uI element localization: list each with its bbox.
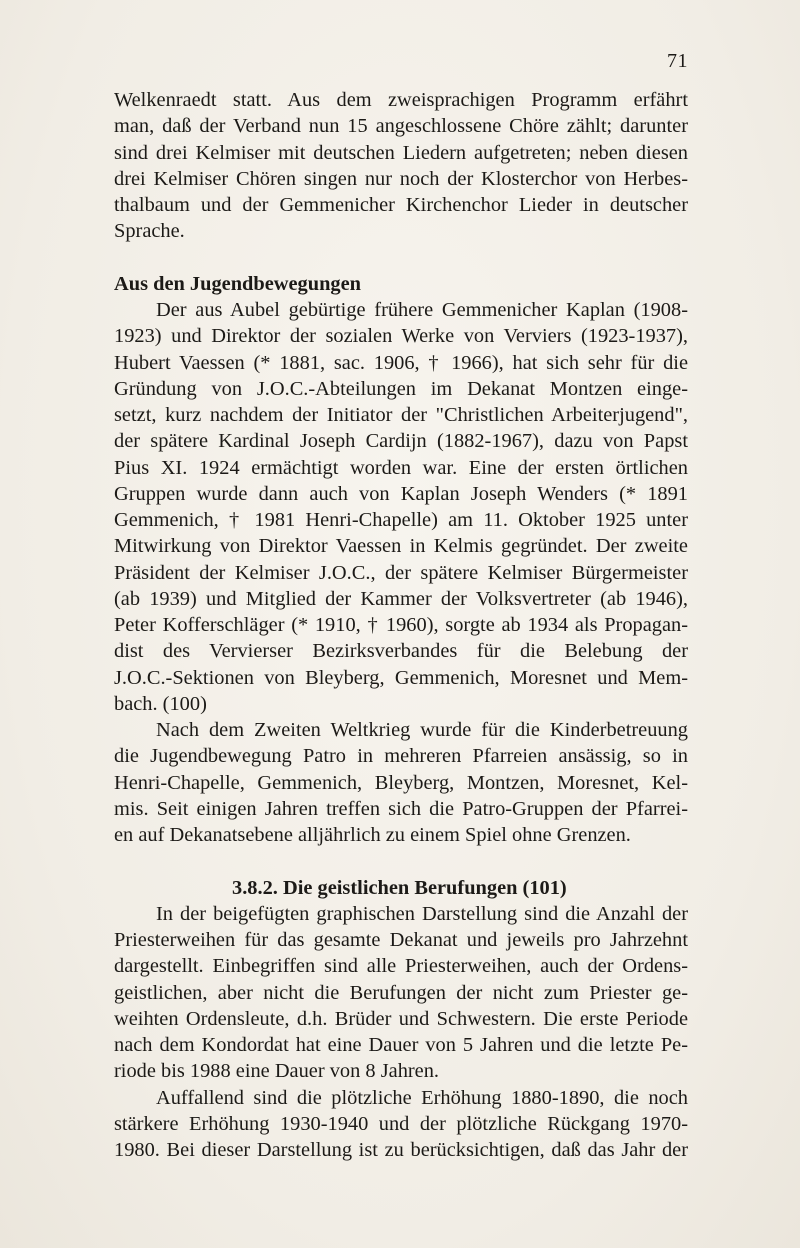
- text-line: Gruppen wurde dann auch von Kaplan Joseph Wenders (* 1891: [114, 482, 688, 505]
- text-line: (ab 1939) und Mitglied der Kammer der Volksvertreter (ab 1946),: [114, 587, 688, 610]
- text-line: Hubert Vaessen (* 1881, sac. 1906, † 1966), hat sich sehr für die: [114, 351, 688, 374]
- text-line: Mitwirkung von Direktor Vaessen in Kelmis gegründet. Der zweite: [114, 535, 688, 558]
- body-text: [114, 87, 688, 1163]
- text-line: bach. (100): [114, 692, 207, 715]
- text-line: geistlichen, aber nicht die Berufungen der nicht zum Priester ge-: [114, 981, 688, 1004]
- text-line: nach dem Kondordat hat eine Dauer von 5 Jahren und die letzte Pe-: [114, 1034, 688, 1056]
- page-number: 71: [667, 50, 688, 72]
- text-line: sind drei Kelmiser mit deutschen Liedern aufgetreten; neben diesen: [114, 141, 688, 164]
- paragraph-gap: [114, 245, 688, 271]
- text-line: riode bis 1988 eine Dauer von 8 Jahren.: [114, 1060, 440, 1083]
- text-line: weihten Ordensleute, d.h. Brüder und Schwestern. Die erste Periode: [114, 1007, 688, 1030]
- text-line: Gemmenich, † 1981 Henri-Chapelle) am 11. Oktober 1925 unter: [114, 509, 688, 531]
- text-line: Peter Kofferschläger (* 1910, † 1960), sorgte ab 1934 als Propagan-: [114, 614, 688, 636]
- text-line: drei Kelmiser Chören singen nur noch der Klosterchor von Herbes-: [114, 167, 688, 190]
- text-line: thalbaum und der Gemmenicher Kirchenchor Lieder in deutscher: [114, 194, 688, 216]
- text-line: Henri-Chapelle, Gemmenich, Bleyberg, Montzen, Moresnet, Kel-: [114, 771, 688, 794]
- text-line: Nach dem Zweiten Weltkrieg wurde für die Kinderbetreuung: [156, 719, 688, 741]
- paragraph-ordinations: [114, 901, 688, 1085]
- text-line: 1980. Bei dieser Darstellung ist zu berücksichtigen, daß das Jahr der: [114, 1139, 688, 1161]
- paragraph-patro: [114, 717, 688, 848]
- text-line: die Jugendbewegung Patro in mehreren Pfarreien ansässig, so in: [114, 745, 688, 768]
- text-line: mis. Seit einigen Jahren treffen sich die Patro-Gruppen der Pfarrei-: [114, 797, 688, 820]
- text-line: man, daß der Verband nun 15 angeschlossene Chöre zählt; darunter: [114, 115, 688, 138]
- text-line: Priesterweihen für das gesamte Dekanat und jeweils pro Jahrzehnt: [114, 929, 688, 951]
- text-line: en auf Dekanatsebene alljährlich zu einem Spiel ohne Grenzen.: [114, 824, 631, 846]
- text-line: setzt, kurz nachdem der Initiator der "Christlichen Arbeiterjugend",: [114, 404, 688, 426]
- text-line: 1923) und Direktor der sozialen Werke von Verviers (1923-1937),: [114, 325, 688, 348]
- text-line: Präsident der Kelmiser J.O.C., der spätere Kelmiser Bürgermeister: [114, 561, 688, 584]
- paragraph-joc: [114, 297, 688, 717]
- text-line: stärkere Erhöhung 1930-1940 und der plötzliche Rückgang 1970-: [114, 1112, 688, 1135]
- text-line: In der beigefügten graphischen Darstellung sind die Anzahl der: [156, 902, 688, 925]
- paragraph-gap: [114, 848, 688, 874]
- text-line: Pius XI. 1924 ermächtigt worden war. Eine der ersten örtlichen: [114, 456, 688, 479]
- text-line: Auffallend sind die plötzliche Erhöhung 1880-1890, die noch: [156, 1086, 688, 1109]
- text-line: Sprache.: [114, 220, 185, 243]
- text-line: Der aus Aubel gebürtige frühere Gemmenicher Kaplan (1908-: [156, 299, 688, 321]
- text-line: der spätere Kardinal Joseph Cardijn (1882-1967), dazu von Papst: [114, 430, 688, 453]
- paragraph-choirs: [114, 87, 688, 245]
- text-line: J.O.C.-Sektionen von Bleyberg, Gemmenich, Moresnet und Mem-: [114, 666, 688, 689]
- section-heading-youth: Aus den Jugendbewegungen: [114, 272, 362, 295]
- text-line: dargestellt. Einbegriffen sind alle Priesterweihen, auch der Ordens-: [114, 955, 688, 978]
- text-line: dist des Vervierser Bezirksverbandes für die Belebung der: [114, 640, 688, 663]
- text-line: Gründung von J.O.C.-Abteilungen im Dekanat Montzen einge-: [114, 377, 688, 400]
- section-heading-vocations: 3.8.2. Die geistlichen Berufungen (101): [232, 876, 567, 899]
- paragraph-trends: [114, 1085, 688, 1164]
- text-line: Welkenraedt statt. Aus dem zweisprachigen Programm erfährt: [114, 89, 688, 111]
